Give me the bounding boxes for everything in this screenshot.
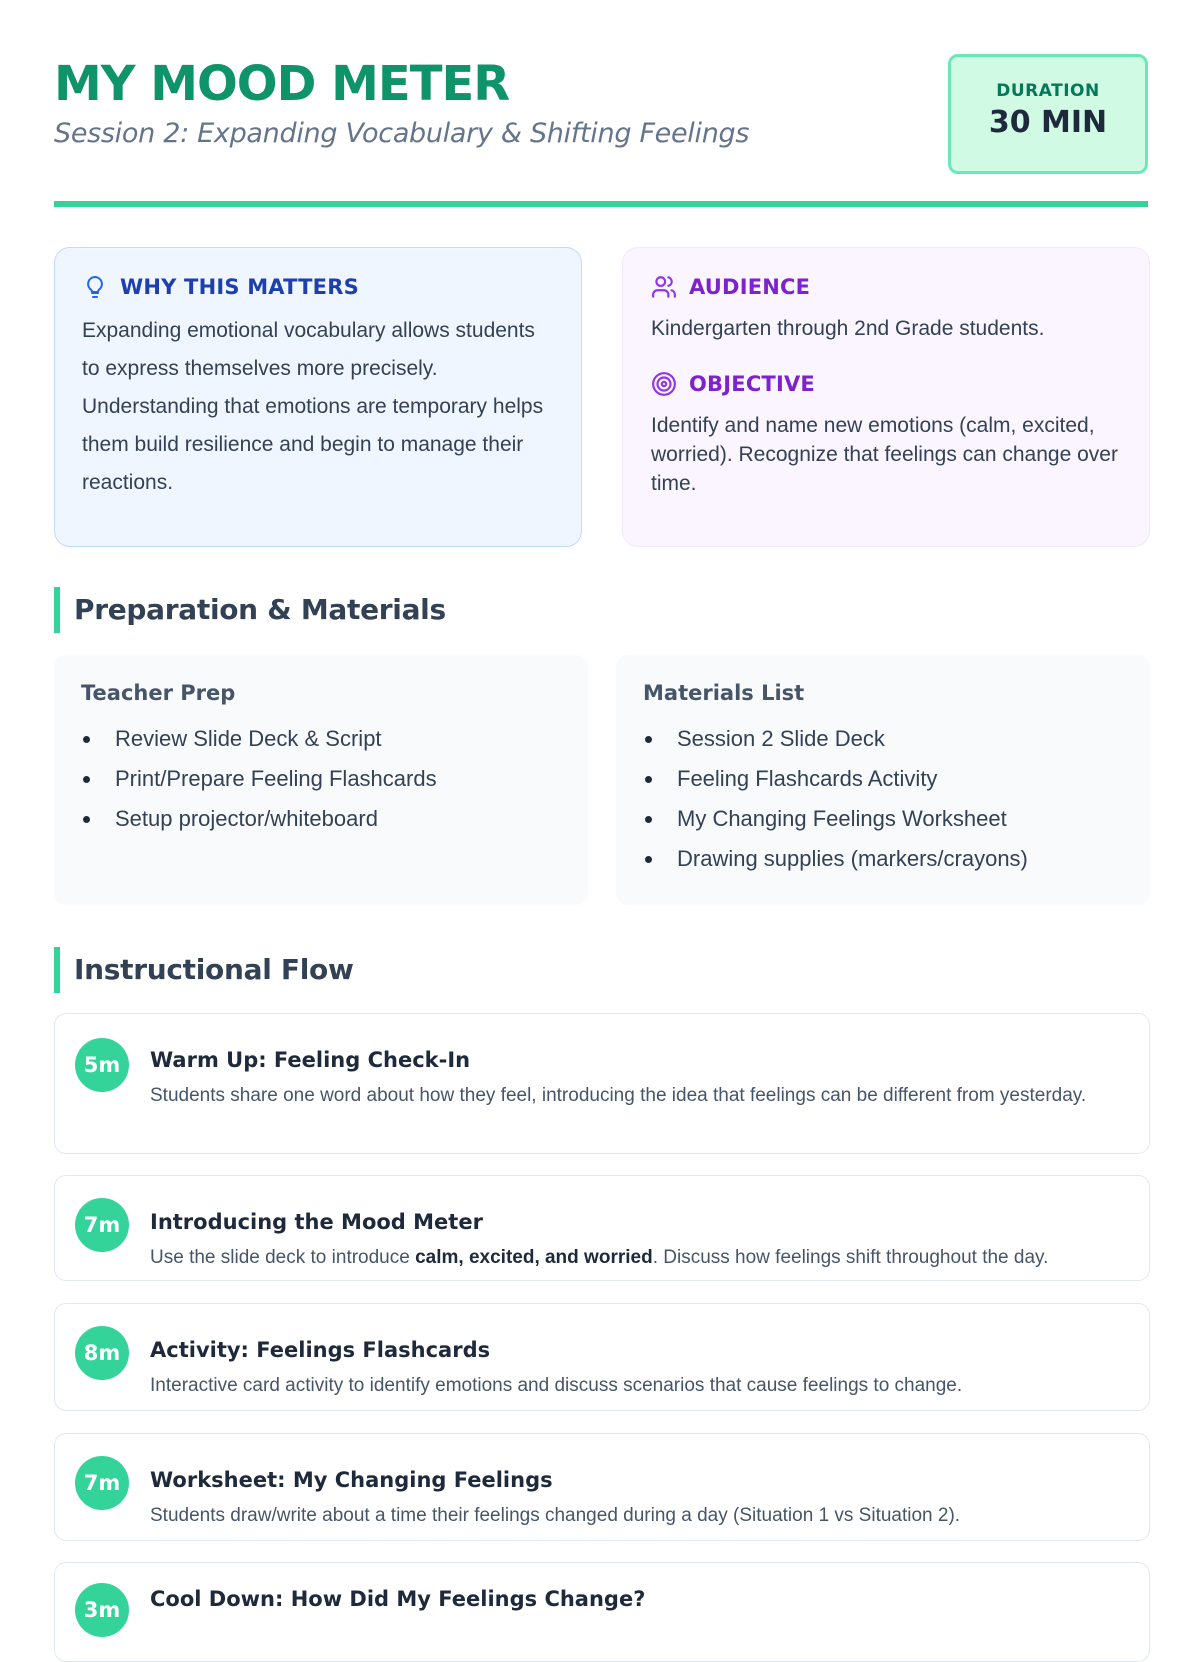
materials-list [643,719,1123,879]
objective-text: Identify and name new emotions (calm, excited, worried). Recognize that feelings can change over time. [651,414,1118,495]
list-item: Setup projector/whiteboard [81,799,561,839]
list-item: Feeling Flashcards Activity [643,759,1123,799]
audience-heading: AUDIENCE [689,275,811,299]
step-title: Worksheet: My Changing Feelings [150,1468,553,1492]
step-description-start: Use the slide deck to introduce [150,1247,416,1268]
materials-heading: Materials List [643,681,805,705]
objective-heading: OBJECTIVE [689,372,815,396]
teacher-prep-card [54,655,588,905]
step-title: Introducing the Mood Meter [150,1210,483,1234]
step-description [150,1242,1109,1274]
teacher-prep-list [81,719,561,839]
list-item: Drawing supplies (markers/crayons) [643,839,1123,879]
list-item: Print/Prepare Feeling Flashcards [81,759,561,799]
flow-step [54,1175,1150,1281]
time-badge: 7m [75,1198,129,1252]
flow-step [54,1013,1150,1154]
materials-list-card [616,655,1150,905]
duration-box [948,54,1148,174]
lightbulb-icon [82,274,108,300]
audience-heading-row [651,274,1121,300]
page-subtitle: Session 2: Expanding Vocabulary & Shifting Feelings [54,118,750,149]
header-divider [54,201,1148,207]
list-item: My Changing Feelings Worksheet [643,799,1123,839]
flow-step [54,1303,1150,1411]
section-title-preparation: Preparation & Materials [54,587,446,633]
page-header [54,54,1148,206]
time-badge: 5m [75,1038,129,1092]
duration-label: DURATION [996,81,1100,101]
flow-step [54,1562,1150,1662]
step-description-end: . Discuss how feelings shift throughout the day. [652,1247,1049,1268]
why-heading: WHY THIS MATTERS [120,275,359,299]
time-badge: 7m [75,1456,129,1510]
step-description-emphasis: calm, excited, and worried [415,1247,653,1268]
section-title-instructional-flow: Instructional Flow [54,947,354,993]
step-description: Students draw/write about a time their feelings changed during a day (Situation 1 vs Situation 2). [150,1505,961,1526]
time-badge: 3m [75,1583,129,1637]
step-description: Interactive card activity to identify emotions and discuss scenarios that cause feelings to change. [150,1375,963,1396]
duration-value: 30 MIN [988,105,1108,140]
list-item: Review Slide Deck & Script [81,719,561,759]
step-title: Activity: Feelings Flashcards [150,1338,491,1362]
page-title: MY MOOD METER [54,56,510,112]
flow-step [54,1433,1150,1541]
objective-heading-row [651,371,1121,397]
teacher-prep-heading: Teacher Prep [81,681,236,705]
target-icon [651,371,677,397]
audience-text: Kindergarten through 2nd Grade students. [651,317,1045,340]
step-title: Cool Down: How Did My Feelings Change? [150,1587,646,1611]
why-text: Expanding emotional vocabulary allows students to express themselves more precisely. Understanding that emotions are temporary helps them build resilience and begin to manage their reactions. [82,319,544,494]
why-this-matters-card [54,247,582,547]
audience-objective-card [622,247,1150,547]
time-badge: 8m [75,1326,129,1380]
step-description: Students share one word about how they feel, introducing the idea that feelings can be different from yesterday. [150,1085,1087,1106]
users-icon [651,274,677,300]
why-heading-row [82,274,554,300]
step-title: Warm Up: Feeling Check-In [150,1048,471,1072]
list-item: Session 2 Slide Deck [643,719,1123,759]
